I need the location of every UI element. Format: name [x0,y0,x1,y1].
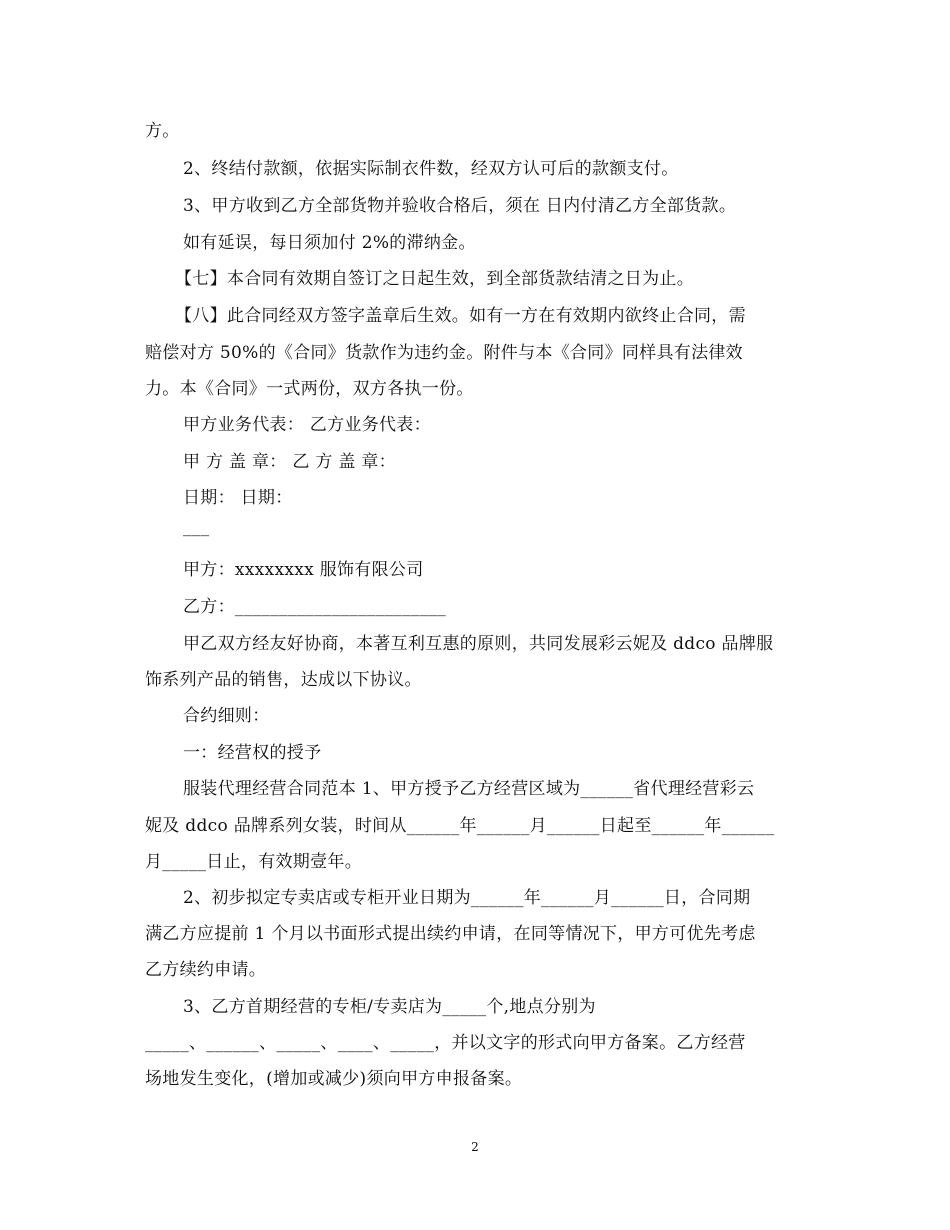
page-number: 2 [471,1140,479,1154]
text-line: 甲 方 盖 章： 乙 方 盖 章： [183,452,396,472]
text-line: 力。本《合同》一式两份，双方各执一份。 [145,379,474,399]
text-line: 妮及 ddco 品牌系列女装，时间从______年______月______日起至______年______ [145,816,775,836]
text-line: 服装代理经营合同范本 1、甲方授予乙方经营区域为______省代理经营彩云 [183,779,755,799]
text-line: ___ [183,517,210,537]
text-line: 如有延误，每日须加付 2%的滞纳金。 [183,233,476,253]
text-line: 3、甲方收到乙方全部货物并验收合格后，须在 日内付清乙方全部货款。 [183,196,737,216]
text-line: 2、终结付款额，依据实际制衣件数，经双方认可后的款额支付。 [183,159,679,179]
text-line: 饰系列产品的销售，达成以下协议。 [145,670,422,690]
text-line: 月_____日止，有效期壹年。 [145,852,362,872]
text-line: 一：经营权的授予 [183,743,322,763]
text-line: 甲方：xxxxxxxx 服饰有限公司 [183,560,424,580]
text-line: 甲方业务代表： 乙方业务代表： [183,415,431,435]
text-line: 日期： 日期： [183,488,293,508]
text-line: 甲乙双方经友好协商，本著互利互惠的原则，共同发展彩云妮及 ddco 品牌服 [183,634,774,654]
text-line: 赔偿对方 50%的《合同》货款作为违约金。附件与本《合同》同样具有法律效 [145,343,743,363]
text-line: 2、初步拟定专卖店或专柜开业日期为______年______月______日，合同期 [183,888,751,908]
text-line: 合约细则： [183,706,270,726]
text-line: 乙方续约申请。 [145,960,267,980]
text-line: _____、______、_____、____、_____，并以文字的形式向甲方备案。乙方经营 [145,1033,746,1053]
text-line: 满乙方应提前 1 个月以书面形式提出续约申请，在同等情况下，甲方可优先考虑 [145,924,756,944]
text-line: 【七】本合同有效期自签订之日起生效，到全部货款结清之日为止。 [175,269,694,289]
text-line: 方。 [145,121,180,141]
text-line: 场地发生变化，(增加或减少)须向甲方申报备案。 [145,1069,523,1089]
text-line: 3、乙方首期经营的专柜/专卖店为_____个,地点分别为 [183,997,596,1017]
text-line: 乙方：________________________ [183,597,447,617]
text-line: 【八】此合同经双方签字盖章后生效。如有一方在有效期内欲终止合同，需 [175,306,746,326]
